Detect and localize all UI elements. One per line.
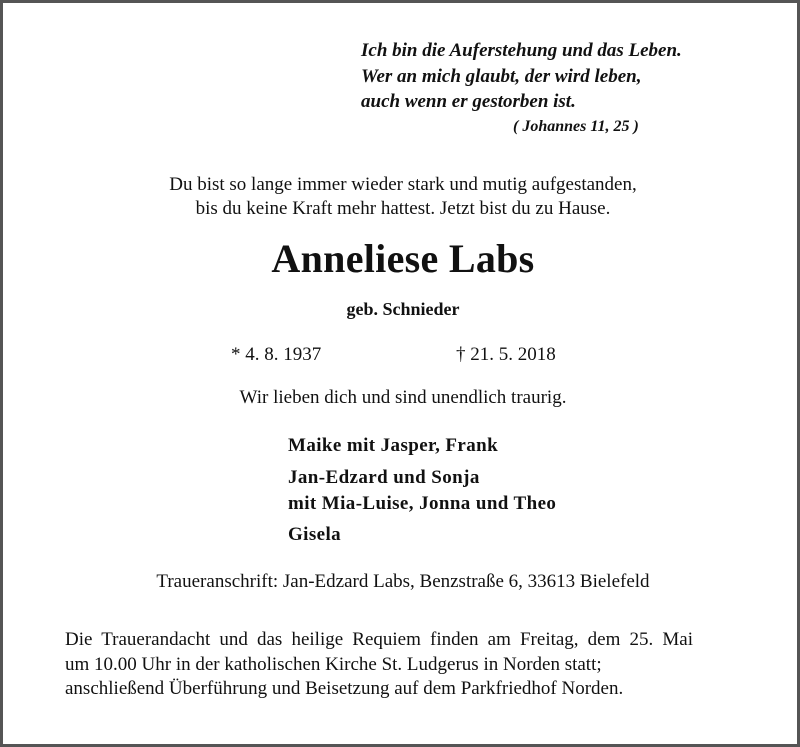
service-line: Die Trauerandacht und das heilige Requiem finden am Freitag, dem 25. Mai [65,629,693,650]
verse-reference: ( Johannes 11, 25 ) [513,118,639,135]
service-line: um 10.00 Uhr in der katholischen Kirche St. Ludgerus in Norden statt; [65,653,602,675]
verse-line: Wer an mich glaubt, der wird leben, [361,65,642,87]
service-line: anschließend Überführung und Beisetzung auf dem Parkfriedhof Norden. [65,678,624,699]
maiden-name: geb. Schnieder [346,299,460,319]
deceased-name: Anneliese Labs [271,236,535,281]
mourning-line: Wir lieben dich und sind unendlich traurig. [239,387,567,408]
bible-verse [361,38,682,115]
intro-text [3,173,800,221]
family-line: mit Mia-Luise, Jonna und Theo [288,493,557,514]
family-line: Maike mit Jasper, Frank [288,435,499,456]
mourning-address: Traueranschrift: Jan-Edzard Labs, Benzstraße 6, 33613 Bielefeld [156,571,650,592]
intro-line: Du bist so lange immer wieder stark und mutig aufgestanden, [169,174,637,195]
family-line: Jan-Edzard und Sonja [288,467,480,488]
verse-line: Ich bin die Auferstehung und das Leben. [361,40,682,61]
birth-date: * 4. 8. 1937 [231,344,322,365]
intro-line: bis du keine Kraft mehr hattest. Jetzt bist du zu Hause. [195,198,611,219]
service-announcement [65,628,693,702]
death-date: † 21. 5. 2018 [456,344,556,365]
verse-line: auch wenn er gestorben ist. [361,91,576,112]
family-line: Gisela [288,524,342,545]
